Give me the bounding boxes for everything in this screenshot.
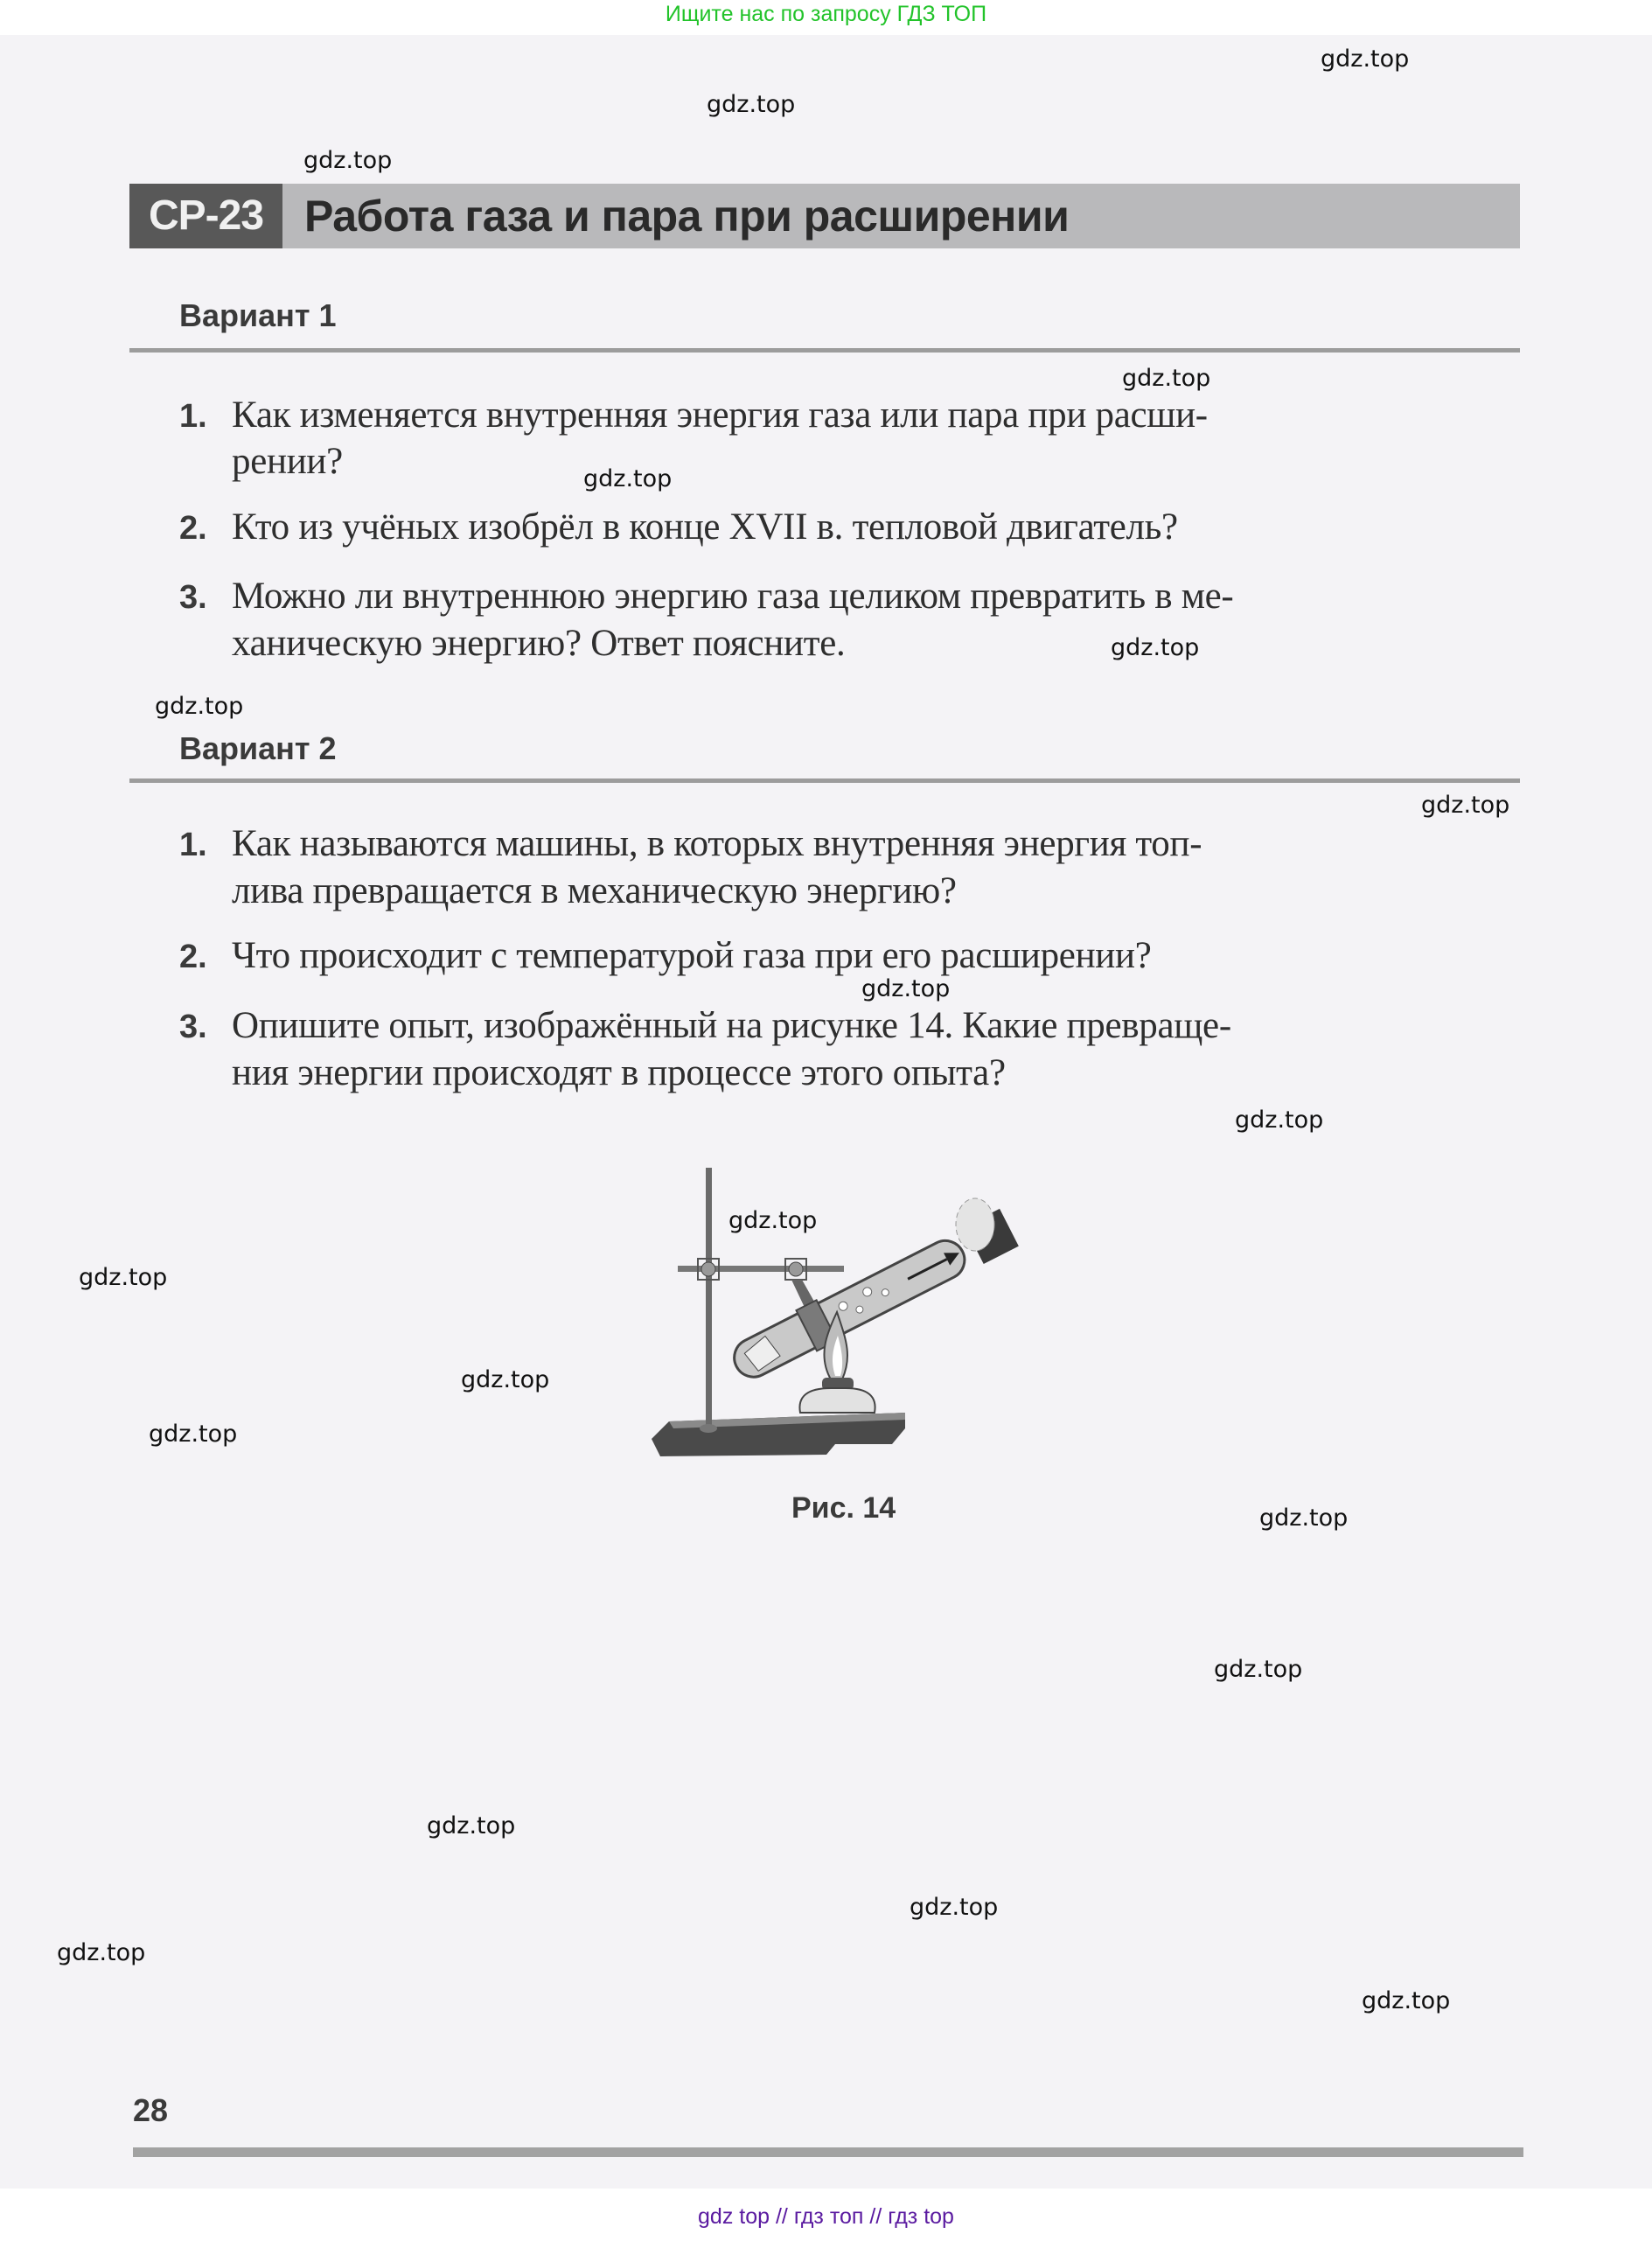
figure-14 [643, 1150, 1028, 1465]
watermark: gdz.top [707, 91, 796, 118]
watermark: gdz.top [79, 1264, 168, 1291]
watermark: gdz.top [861, 975, 951, 1002]
question-text: лива превращается в механическую энергию? [232, 870, 957, 911]
divider [129, 348, 1520, 353]
question-number: 1. [179, 398, 207, 435]
watermark: gdz.top [1235, 1107, 1324, 1134]
document-page [0, 35, 1652, 2189]
top-banner-link[interactable]: Ищите нас по запросу ГДЗ ТОП [665, 2, 987, 26]
variant-2-title: Вариант 2 [179, 730, 337, 766]
watermark: gdz.top [57, 1939, 146, 1966]
watermark: gdz.top [728, 1207, 818, 1234]
footer-banner-link[interactable]: gdz top // гдз топ // гдз top [698, 2204, 954, 2229]
figure-caption: Рис. 14 [791, 1491, 896, 1525]
bottom-divider [133, 2147, 1523, 2157]
divider [129, 778, 1520, 783]
watermark: gdz.top [461, 1366, 550, 1393]
watermark: gdz.top [1259, 1504, 1349, 1532]
watermark: gdz.top [1321, 45, 1410, 73]
watermark: gdz.top [1362, 1987, 1451, 2014]
watermark: gdz.top [303, 147, 393, 174]
watermark: gdz.top [583, 465, 673, 492]
question-text: ханическую энергию? Ответ поясните. [232, 623, 846, 664]
question-text: Что происходит с температурой газа при его расширении? [232, 935, 1152, 976]
page-number: 28 [133, 2092, 169, 2128]
question-text: Опишите опыт, изображённый на рисунке 14. Какие превраще- [232, 1005, 1231, 1046]
question-text: Кто из учёных изобрёл в конце XVII в. тепловой двигатель? [232, 506, 1178, 548]
question-number: 2. [179, 510, 207, 547]
variant-1-title: Вариант 1 [179, 297, 337, 333]
question-number: 1. [179, 827, 207, 863]
watermark: gdz.top [427, 1812, 516, 1840]
watermark: gdz.top [910, 1894, 999, 1921]
question-text: рении? [232, 441, 343, 482]
section-title: Работа газа и пара при расширении [304, 192, 1070, 241]
watermark: gdz.top [1421, 792, 1510, 819]
watermark: gdz.top [1122, 365, 1211, 392]
question-text: Можно ли внутреннюю энергию газа целиком превратить в ме- [232, 576, 1234, 617]
question-number: 2. [179, 939, 207, 975]
question-number: 3. [179, 1009, 207, 1045]
watermark: gdz.top [149, 1421, 238, 1448]
section-header [129, 184, 1520, 248]
watermark: gdz.top [1111, 634, 1200, 661]
watermark: gdz.top [155, 693, 244, 720]
question-text: Как изменяется внутренняя энергия газа или пара при расши- [232, 394, 1208, 436]
question-text: ния энергии происходят в процессе этого опыта? [232, 1052, 1006, 1093]
watermark: gdz.top [1214, 1656, 1303, 1683]
lab-stand-test-tube-spirit-lamp-icon [643, 1150, 1028, 1465]
question-number: 3. [179, 579, 207, 616]
question-text: Как называются машины, в которых внутренняя энергия топ- [232, 823, 1202, 864]
section-code: СР-23 [129, 184, 282, 248]
